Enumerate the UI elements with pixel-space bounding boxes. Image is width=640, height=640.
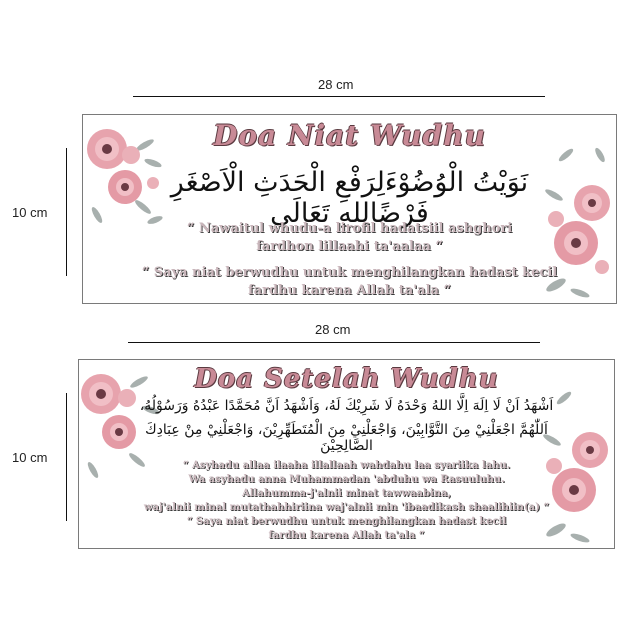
latin-line-4: waj'alnii minal mutathahhiriina waj'alnii min 'ibaadikash shaalihiin(a) “	[143, 502, 550, 513]
meaning-line-2: fardhu karena Allah ta'ala “	[268, 530, 425, 541]
latin-line-2: Wa asyhadu anna Muhammadan 'abduhu wa Rasuuluhu.	[188, 474, 505, 485]
title-doa-niat-wudhu: Doa Niat Wudhu	[213, 119, 486, 152]
top-height-line	[66, 148, 67, 276]
meaning-line-1: “ Saya niat berwudhu untuk menghilangkan hadast kecil	[186, 516, 507, 527]
latin-line-3: Allahumma-j'alnii minat tawwaabina,	[241, 488, 451, 499]
top-width-label: 28 cm	[318, 77, 354, 92]
title-doa-setelah-wudhu: Doa Setelah Wudhu	[194, 364, 499, 394]
arabic-text-line-1: اَشْهَدُ اَنْ لَا اِلَهَ اِلَّا اللهُ وَحْدَهُ لَا شَرِيْكَ لَهُ، وَاَشْهَدُ اَنَّ مُحَمَّدًا عَبْدُهُ وَرَسُوْلُهُ،	[139, 398, 554, 414]
card-doa-setelah-wudhu	[78, 359, 615, 549]
meaning-line-1: “ Saya niat berwudhu untuk menghilangkan hadast kecil	[141, 265, 558, 280]
bottom-width-label: 28 cm	[315, 322, 351, 337]
arabic-text-niat: نَوَيْتُ الْوُضُوْءَلِرَفْعِ الْحَدَثِ الْاَصْغَرِ فَرْضًالِلهِ تَعَالَى	[170, 167, 529, 229]
arabic-text-line-2: اَللّٰهُمَّ اجْعَلْنِيْ مِنَ التَّوَّابِيْنَ، وَاجْعَلْنِيْ مِنَ الْمُتَطَهِّرِيْنَ، وَاجْعَلْنِيْ مِنْ عِبَادِكَ الصَّالِحِيْنَ	[145, 422, 548, 454]
latin-line-1: “ Asyhadu allaa ilaaha illallaah wahdahu laa syariika lahu.	[182, 460, 511, 471]
latin-line-2: fardhon lillaahi ta'aalaa “	[256, 239, 443, 254]
meaning-line-2: fardhu karena Allah ta'ala “	[248, 283, 451, 298]
bottom-height-label: 10 cm	[12, 450, 48, 465]
bottom-height-line	[66, 393, 67, 521]
top-height-label: 10 cm	[12, 205, 48, 220]
card-doa-niat-wudhu	[82, 114, 617, 304]
latin-line-1: “ Nawaitul whudu-a lirofil hadatsiil ashghori	[186, 221, 513, 236]
top-width-line	[133, 96, 545, 97]
bottom-width-line	[128, 342, 540, 343]
